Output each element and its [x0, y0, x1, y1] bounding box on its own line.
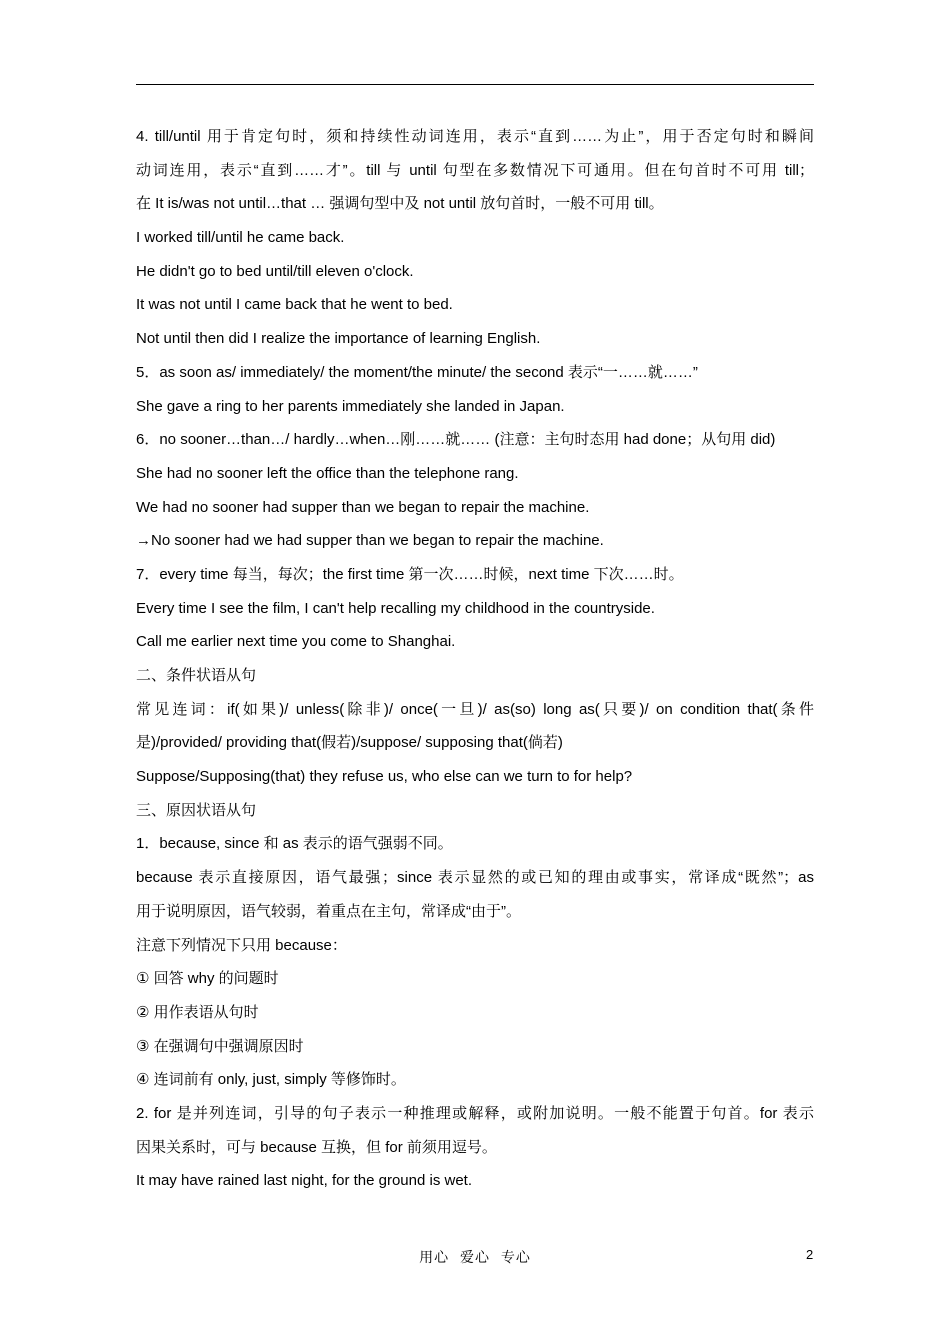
text-line: 7．every time 每当，每次；the first time 第一次……时候，next time 下次……时。	[136, 565, 684, 583]
text-line: 是)/provided/ providing that(假若)/suppose/ supposing that(倘若)	[136, 734, 563, 752]
list-item: ② 用作表语从句时	[136, 1003, 259, 1021]
body-text	[136, 120, 814, 1198]
example-sentence: I worked till/until he came back.	[136, 229, 345, 247]
list-item: ① 回答 why 的问题时	[136, 970, 279, 988]
text-line: 在 It is/was not until…that … 强调句型中及 not until 放句首时，一般不可用 till。	[136, 195, 664, 213]
text-line: 5．as soon as/ immediately/ the moment/the minute/ the second 表示“一……就……”	[136, 363, 698, 381]
example-sentence: She had no sooner left the office than the telephone rang.	[136, 464, 519, 482]
list-item: ④ 连词前有 only, just, simply 等修饰时。	[136, 1071, 406, 1089]
text-line: 因果关系时，可与 because 互换，但 for 前须用逗号。	[136, 1138, 497, 1156]
text-line: 2. for 是并列连词，引导的句子表示一种推理或解释，或附加说明。一般不能置于句首。for 表示	[136, 1104, 814, 1122]
example-sentence: Not until then did I realize the importance of learning English.	[136, 330, 541, 348]
example-sentence: Suppose/Supposing(that) they refuse us, who else can we turn to for help?	[136, 768, 633, 786]
page-number: 2	[806, 1247, 814, 1262]
example-sentence: Every time I see the film, I can't help recalling my childhood in the countryside.	[136, 599, 655, 617]
list-item: ③ 在强调句中强调原因时	[136, 1037, 304, 1055]
text-line: 用于说明原因，语气较弱，着重点在主句，常译成“由于”。	[136, 902, 521, 920]
example-sentence: It may have rained last night, for the ground is wet.	[136, 1172, 473, 1190]
text-line: because 表示直接原因，语气最强；since 表示显然的或已知的理由或事实，常译成“既然”；as	[136, 869, 814, 887]
example-sentence: →No sooner had we had supper than we began to repair the machine.	[136, 532, 604, 550]
example-sentence: He didn't go to bed until/till eleven o'clock.	[136, 262, 414, 280]
text-line: 动词连用，表示“直到……才”。till 与 until 句型在多数情况下可通用。但在句首时不可用 till；	[136, 161, 814, 179]
example-sentence: Call me earlier next time you come to Shanghai.	[136, 633, 456, 651]
text-line: 常见连词：if(如果)/ unless(除非)/ once(一旦)/ as(so) long as(只要)/ on condition that(条件	[136, 700, 814, 718]
example-sentence: We had no sooner had supper than we began to repair the machine.	[136, 498, 590, 516]
text-line: 4. till/until 用于肯定句时，须和持续性动词连用，表示“直到……为止”，用于否定句时和瞬间	[136, 128, 814, 145]
header-rule	[136, 84, 814, 85]
text-line: 注意下列情况下只用 because：	[136, 936, 347, 954]
text-line: 6．no sooner…than…/ hardly…when…刚……就…… (注意：主句时态用 had done；从句用 did)	[136, 431, 776, 449]
footer-motto: 用心 爱心 专心	[419, 1249, 531, 1265]
example-sentence: She gave a ring to her parents immediately she landed in Japan.	[136, 397, 565, 415]
text-line: 1．because, since 和 as 表示的语气强弱不同。	[136, 835, 453, 853]
section-heading: 二、条件状语从句	[136, 667, 257, 684]
example-sentence: It was not until I came back that he went to bed.	[136, 296, 453, 314]
section-heading: 三、原因状语从句	[136, 801, 257, 819]
